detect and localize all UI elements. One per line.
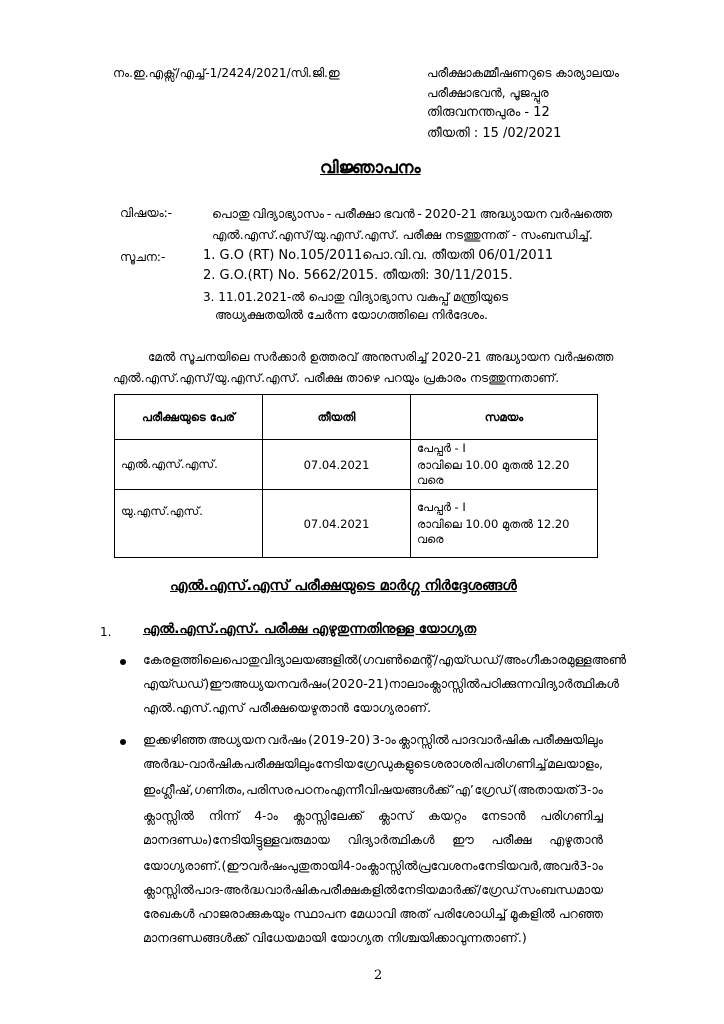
exam-time: രാവിലെ 10.00 മുതൽ 12.20 വരെ [417,517,570,546]
exam-name: യു.എസ്.എസ്. [115,490,263,558]
reference-label: സൂചന:- [120,250,166,264]
intro-line-1: മേൽ സൂചനയിലെ സർക്കാർ ഉത്തരവ് അനുസരിച്ച് 2020-21 അദ്ധ്യായന വർഷത്തെ [148,350,614,364]
bullet-2-line-4: ക്ലാസ്സിൽ നിന്ന് 4-ാം ക്ലാസ്സിലേക്ക് ക്ലാസ് കയറ്റം നേടാൻ പരിഗണിച്ച [143,808,603,823]
paper-label: പേപ്പർ - I [417,441,466,455]
office-name: പരീക്ഷാകമ്മീഷണറുടെ കാര്യാലയം [427,66,619,80]
bullet-2-line-7: ക്ലാസ്സിൽ പാദ-അർദ്ധ വാർഷിക പരീക്ഷകളിൽ നേടിയ മാർക്ക്/ഗ്രേഡ് സംബന്ധമായ [143,882,603,897]
bullet-2-line-8: രേഖകൾ ഹാജരാക്കുകയും സ്ഥാപന മേധാവി അത് പരിശോധിച്ച് മൂകളിൽ പറഞ്ഞ [143,906,603,921]
exam-schedule-table [114,394,598,558]
subject-line-1: പൊതു വിദ്യാഭ്യാസം - പരീക്ഷാ ഭവൻ - 2020-21 അദ്ധ്യായന വർഷത്തെ [212,206,612,221]
table-row [115,440,598,490]
bullet-icon [120,739,126,745]
header-exam-name: പരീക്ഷയുടെ പേര് [115,395,263,440]
table-header-row [115,395,598,440]
paper-label: പേപ്പർ - I [417,500,466,514]
exam-time: രാവിലെ 10.00 മുതൽ 12.20 വരെ [417,458,570,487]
section-number: 1. [100,625,112,639]
reference-item-3: 3. 11.01.2021-ൽ പൊതു വിദ്യാഭ്യാസ വകുപ്പ് മന്ത്രിയുടെ [203,290,509,304]
intro-line-2: എൽ.എസ്.എസ്/യു.എസ്.എസ്. പരീക്ഷ താഴെ പറയും പ്രകാരം നടത്തുന്നതാണ്. [113,371,560,385]
reference-item-3-cont: അധ്യക്ഷതയിൽ ചേർന്ന യോഗത്തിലെ നിർദേശം. [215,308,488,322]
bullet-2-line-5: മാനദണ്ഡം)നേടിയിട്ടുള്ളവരുമായ വിദ്യാർത്ഥികൾ ഈ പരീക്ഷ എഴുതാൻ [143,832,603,847]
header-time: സമയം [411,395,598,440]
bullet-2-line-9: മാനദണ്ഡങ്ങൾക്ക് വിധേയമായി യോഗ്യത നിശ്ചയിക്കാവുന്നതാണ്.) [143,930,527,945]
exam-time-cell [411,490,598,558]
bullet-icon [120,659,126,665]
subject-label: വിഷയം:- [120,206,172,220]
reference-number: നം.ഇ.എക്സ്/എച്ച്-1/2424/2021/സി.ജി.ഇ [113,66,340,80]
exam-name: എൽ.എസ്.എസ്. [115,440,263,490]
office-city: തിരുവനന്തപുരം - 12 [427,105,550,120]
subject-line-2: എൽ.എസ്.എസ്/യു.എസ്.എസ്. പരീക്ഷ നടത്തുന്നത് - സംബന്ധിച്ച്. [212,228,593,242]
section-title: എൽ.എസ്.എസ്. പരീക്ഷ എഴുതുന്നതിനുള്ള യോഗ്യത [143,621,477,637]
exam-date: 07.04.2021 [263,440,411,490]
bullet-2-line-2: അർദ്ധ-വാർഷിക പരീക്ഷയിലും നേടിയ ഗ്രേഡുകളുടെ ശരാശരി പരിഗണിച്ച് മലയാളം, [143,756,603,771]
exam-date: 07.04.2021 [263,490,411,558]
exam-time-cell [411,440,598,490]
reference-item-2: 2. G.O.(RT) No. 5662/2015. തീയതി: 30/11/2015. [203,268,513,283]
guidelines-heading: എൽ.എസ്.എസ് പരീക്ഷയുടെ മാർഗ്ഗ നിർദ്ദേശങ്ങൾ [170,578,517,594]
bullet-2-line-3: ഇംഗ്ലീഷ്, ഗണിതം, പരിസര പഠനം എന്നീ വിഷയങ്ങൾക്ക് ‘എ’ ഗ്രേഡ് (അതായത് 3-ാം [143,782,603,797]
table-row [115,490,598,558]
document-date: തീയതി : 15 /02/2021 [427,126,562,141]
page-title: വിജ്ഞാപനം [320,158,421,178]
bullet-2-line-6: യോഗ്യരാണ്. (ഈ വർഷം പുതുതായി 4-ാം ക്ലാസ്സിൽ പ്രവേശനം നേടിയവർ, അവർ 3-ാം [143,858,603,873]
page-number: 2 [374,968,383,983]
bullet-1-line-2: എയ്ഡഡ്) ഈ അധ്യയന വർഷം (2020-21) നാലാം ക്ലാസ്സിൽ പഠിക്കുന്ന വിദ്യാർത്ഥികൾ [143,676,619,691]
reference-item-1: 1. G.O (RT) No.105/2011പൊ.വി.വ. തീയതി 06/01/2011 [203,248,554,263]
bullet-1-line-3: എൽ.എസ്.എസ് പരീക്ഷയെഴുതാൻ യോഗ്യരാണ്. [143,700,432,715]
header-date: തീയതി [263,395,411,440]
bullet-1-line-1: കേരളത്തിലെ പൊതുവിദ്യാലയങ്ങളിൽ (ഗവൺമെന്റ്/എയ്ഡഡ്/അംഗീകാരമുള്ള അൺ [143,652,627,667]
bullet-2-line-1: ഇക്കഴിഞ്ഞ അധ്യയന വർഷം (2019-20) 3-ാം ക്ലാസ്സിൽ പാദവാർഷിക പരീക്ഷയിലും [143,732,603,747]
office-location: പരീക്ഷാഭവൻ, പൂജപ്പുര [427,86,549,100]
